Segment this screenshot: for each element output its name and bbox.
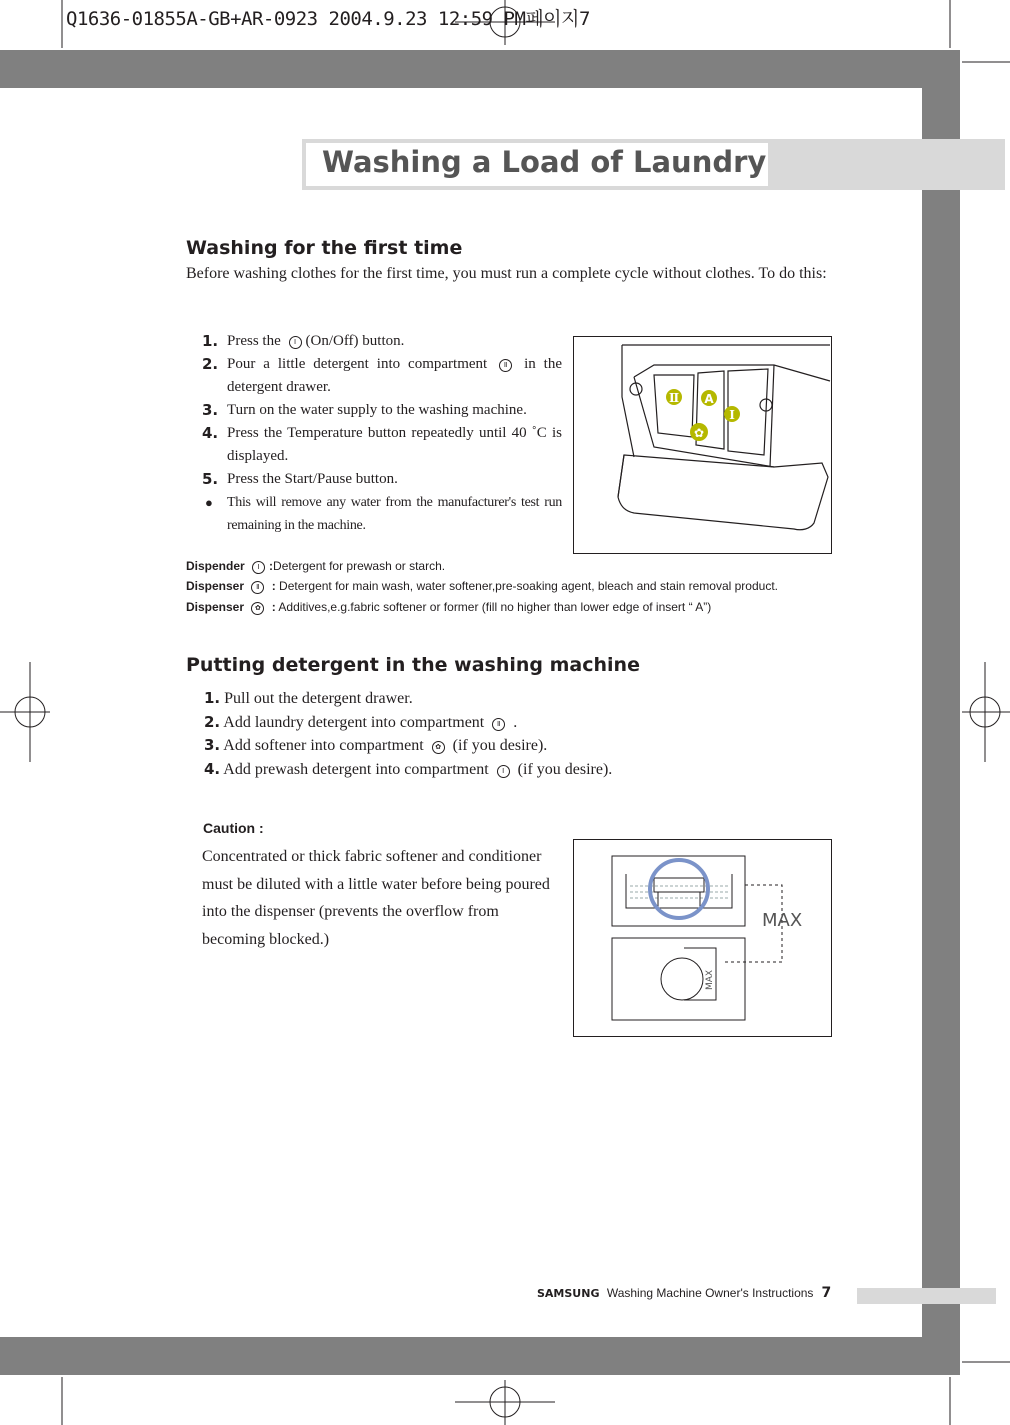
compartment-i-label: Ⅰ xyxy=(729,408,735,422)
softener-flower-icon: ✿ xyxy=(251,602,264,615)
caution-label: Caution : xyxy=(203,820,264,836)
compartment-one-icon: Ⅰ xyxy=(289,336,302,349)
max-insert-label: MAX xyxy=(705,969,715,990)
dispenser-note-3: Dispenser ✿ : Additives,e.g.fabric softener or former (fill no higher than lower edge of insert “ A”) xyxy=(186,600,712,614)
softener-flower-icon: ✿ xyxy=(693,426,705,440)
compartment-ii-label: Ⅱ xyxy=(668,391,680,405)
list-item: 1. Pull out the detergent drawer. xyxy=(204,689,413,707)
list-item: 4. Add prewash detergent into compartment Ⅰ (if you desire). xyxy=(204,759,613,778)
print-header: Q1636-01855A-GB+AR-0923 2004.9.23 12:59 PM페이지7 xyxy=(66,8,590,30)
insert-a-label: A xyxy=(704,392,714,406)
right-band xyxy=(922,50,960,1375)
list-item: 1. Press the Ⅰ (On/Off) button. xyxy=(202,332,405,350)
footer-text: Washing Machine Owner's Instructions xyxy=(606,1286,814,1300)
bullet-icon: ● xyxy=(205,495,213,510)
dispenser-note-2: Dispenser Ⅱ : Detergent for main wash, water softener,pre-soaking agent, bleach and stain removal product. xyxy=(186,579,778,593)
caution-text: Concentrated or thick fabric softener and conditioner must be diluted with a little water before being poured into the dispenser (prevents the overflow from becoming blocked.) xyxy=(202,848,550,948)
compartment-two-icon: Ⅱ xyxy=(251,581,264,594)
footer-bar xyxy=(857,1288,996,1304)
list-item: 5. Press the Start/Pause button. xyxy=(202,470,398,488)
list-item: 2. Add laundry detergent into compartment Ⅱ . xyxy=(204,712,518,731)
dispenser-note-1: Dispender Ⅰ :Detergent for prewash or starch. xyxy=(186,559,446,573)
section1-intro: Before washing clothes for the first time, you must run a complete cycle without clothes. To do this: xyxy=(186,265,827,282)
detergent-steps xyxy=(204,687,612,781)
list-item: 3. Add softener into compartment ✿ (if you desire). xyxy=(204,736,548,754)
compartment-two-icon: Ⅱ xyxy=(492,718,505,731)
compartment-two-icon: Ⅱ xyxy=(499,359,512,372)
list-item: 3. Turn on the water supply to the washing machine. xyxy=(202,401,527,419)
page-footer xyxy=(537,1285,831,1301)
max-level-figure xyxy=(573,839,832,1037)
list-item: ● This will remove any water from the manufacturer's test run remaining in the machine. xyxy=(202,491,562,537)
softener-flower-icon: ✿ xyxy=(432,741,445,754)
section2-heading: Putting detergent in the washing machine xyxy=(186,654,640,676)
max-highlight-ring xyxy=(650,860,708,918)
list-item: 2. Pour a little detergent into compartment Ⅱ in the detergent drawer. xyxy=(202,355,562,395)
list-item: 4. Press the Temperature button repeatedly until 40 ˚C is displayed. xyxy=(202,424,562,464)
detergent-drawer-figure xyxy=(573,336,832,554)
max-level-illustration xyxy=(574,840,831,1036)
section1-heading: Washing for the first time xyxy=(186,237,463,259)
bottom-band xyxy=(0,1337,960,1375)
detergent-drawer-illustration xyxy=(574,337,831,553)
max-label: MAX xyxy=(762,910,803,931)
top-band xyxy=(0,50,960,88)
compartment-one-icon: Ⅰ xyxy=(252,561,265,574)
page-number: 7 xyxy=(821,1285,832,1301)
page-title: Washing a Load of Laundry xyxy=(322,145,767,179)
first-time-steps xyxy=(202,330,562,537)
compartment-one-icon: Ⅰ xyxy=(497,765,510,778)
brand-name: SAMSUNG xyxy=(537,1287,600,1300)
